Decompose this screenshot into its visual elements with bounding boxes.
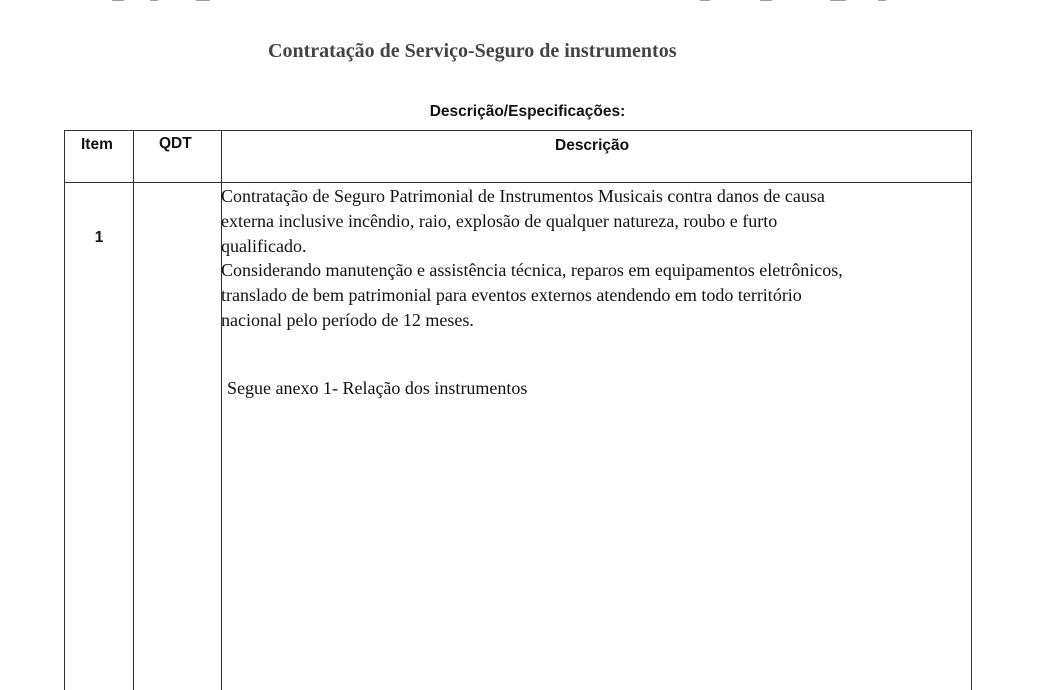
document-title: Contratação de Serviço-Seguro de instrumentos — [268, 40, 677, 62]
header-item: Item — [81, 136, 113, 153]
description-line: qualificado. — [221, 235, 307, 256]
annex-note: Segue anexo 1- Relação dos instrumentos — [227, 378, 528, 398]
column-divider — [133, 131, 134, 690]
header-descricao: Descrição — [555, 137, 630, 154]
cropped-previous-line — [0, 0, 1058, 3]
section-heading: Descrição/Especificações: — [429, 103, 626, 120]
specification-table — [64, 130, 972, 690]
description-line: externa inclusive incêndio, raio, explosão de qualquer natureza, roubo e furto — [221, 210, 778, 231]
description-cell — [221, 184, 971, 333]
description-line: Contratação de Seguro Patrimonial de Instrumentos Musicais contra danos de causa — [221, 186, 825, 206]
item-number-cell: 1 — [94, 229, 104, 246]
description-line: Considerando manutenção e assistência técnica, reparos em equipamentos eletrônicos, — [221, 260, 843, 281]
header-qdt: QDT — [159, 135, 192, 152]
header-divider — [65, 182, 971, 183]
description-line: translado de bem patrimonial para eventos externos atendendo em todo território — [221, 285, 802, 306]
description-line: nacional pelo período de 12 meses. — [221, 309, 474, 330]
